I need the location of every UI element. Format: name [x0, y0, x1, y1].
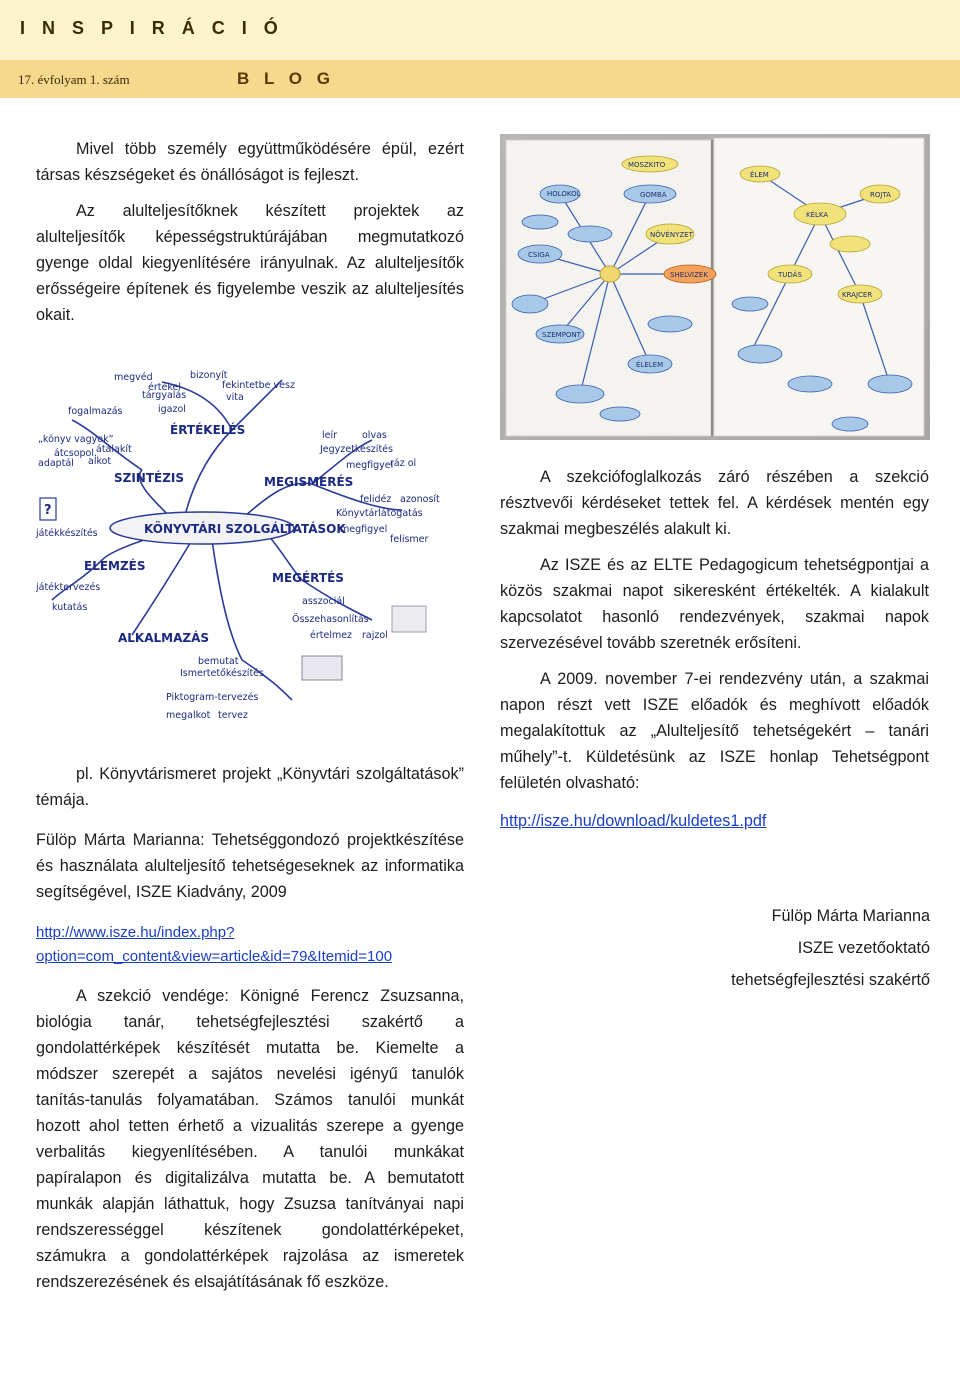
signature	[731, 900, 930, 996]
signature-role: ISZE vezetőoktató	[797, 939, 930, 957]
leaf: azonosít	[400, 494, 440, 505]
leaf: bizonyít	[190, 370, 228, 381]
leaf: bemutat	[198, 656, 239, 667]
leaf: átalakít	[96, 444, 132, 455]
leaf: átcsopol.	[54, 448, 98, 459]
leaf: tárgyalás	[142, 390, 187, 401]
issue-number: 17. évfolyam 1. szám	[18, 72, 130, 87]
leaf: tervez	[218, 710, 248, 721]
leaf: „könyv vagyok”	[38, 434, 114, 445]
svg-text:CSIGA: CSIGA	[528, 251, 550, 259]
paragraph: A szekciófoglalkozás záró részében a szekció résztvevői kérdéseket tettek fel. A kérdések mentén egy szakmai megbeszélés alakult ki.	[500, 468, 929, 538]
leaf: Összehasonlítás	[292, 614, 369, 625]
leaf: játékkészítés	[36, 528, 98, 539]
leaf: asszociál	[302, 596, 345, 607]
leaf: megvéd	[114, 372, 153, 383]
leaf: játéktervezés	[36, 582, 101, 593]
leaf: vita	[226, 392, 244, 403]
svg-text:KRAJCER: KRAJCER	[842, 291, 873, 299]
node-megismeres: MEGISMERÉS	[264, 475, 354, 489]
photo-center-node	[600, 266, 620, 282]
left-column-bottom	[36, 761, 464, 1295]
node-ertekeles: ÉRTÉKELÉS	[170, 423, 246, 437]
svg-text:ÉLEM: ÉLEM	[750, 171, 769, 179]
section-label: B L O G	[237, 69, 335, 88]
svg-text:TUDÁS: TUDÁS	[778, 271, 802, 279]
leaf: igazol	[158, 404, 186, 415]
svg-text:SZEMPONT: SZEMPONT	[542, 331, 581, 339]
center-label: KÖNYVTÁRI SZOLGÁLTATÁSOK	[144, 522, 346, 536]
pictogram-image	[302, 656, 342, 680]
notebook-photo	[500, 134, 930, 440]
paragraph: pl. Könyvtárismeret projekt „Könyvtári szolgáltatások” témája.	[36, 765, 464, 809]
leaf: felismer	[390, 534, 429, 545]
leaf: megfigyel	[340, 524, 388, 535]
leaf: megfigyel	[346, 460, 394, 471]
leaf: fogalmazás	[68, 406, 123, 417]
leaf: kutatás	[52, 602, 88, 613]
signature-name: Fülöp Márta Marianna	[771, 907, 930, 925]
leaf: leír	[322, 430, 338, 441]
node-alkalmazas: ALKALMAZÁS	[118, 631, 210, 645]
leaf: Jegyzetkészítés	[320, 444, 393, 455]
citation-link[interactable]: http://www.isze.hu/index.php?	[36, 924, 235, 941]
journal-title: I N S P I R Á C I Ó	[20, 18, 284, 38]
mission-link[interactable]: http://isze.hu/download/kuldetes1.pdf	[500, 812, 767, 830]
leaf: ráz ol	[390, 458, 417, 469]
question-mark-icon: ?	[44, 503, 52, 518]
paragraph: Mivel több személy együttműködésére épül, ezért társas készségeket és önállóságot is fejleszt.	[36, 140, 464, 184]
svg-text:SHELVIZEK: SHELVIZEK	[670, 271, 708, 279]
citation: Fülöp Márta Marianna: Tehetséggondozó projektkészítése és használata alulteljesítő tehetségeseknek az informatika segítségével, ISZE Kiadvány, 2009	[36, 831, 464, 901]
paragraph: Az alulteljesítőknek készített projektek az alulteljesítők képességstruktúrájában megmutatkozó gyenge oldal kiegyenlítésére irányulnak. Az alulteljesítők erősségeire építenek és figyelembe veszik az alulteljesítés okait.	[36, 202, 464, 324]
svg-text:HOLOKOL: HOLOKOL	[547, 190, 581, 198]
journal-header	[0, 0, 960, 60]
paragraph: A 2009. november 7-ei rendezvény után, a szakmai napon részt vett ISZE előadók és meghívott előadók megalakítottuk az „Alulteljesítő tehetségekért – tanári műhely”-t. Küldetésünk az ISZE honlap Tehetségpont felületén olvasható:	[500, 670, 929, 792]
leaf: Piktogram-tervezés	[166, 692, 259, 703]
node-megertes: MEGÉRTÉS	[272, 571, 344, 585]
leaf: olvas	[362, 430, 387, 441]
svg-text:KÉLKA: KÉLKA	[806, 211, 829, 219]
leaf: rajzol	[362, 630, 388, 641]
node-szintezis: SZINTÉZIS	[114, 471, 185, 485]
right-column	[500, 464, 929, 834]
svg-text:NÖVÉNYZET: NÖVÉNYZET	[650, 231, 693, 239]
leaf: értékel	[148, 382, 181, 393]
leaf: megalkot	[166, 710, 211, 721]
leaf: Ismertetőkészítés	[180, 668, 264, 679]
paragraph: Az ISZE és az ELTE Pedagogicum tehetségpontjai a közös szakmai napot sikeresként értékelték. A kialakult kapcsolatot hasonló rendezvények, szakmai napok szervezésével tovább szeretnék erősíteni.	[500, 556, 929, 652]
signature-title: tehetségfejlesztési szakértő	[731, 971, 930, 989]
mind-map-figure	[32, 360, 440, 730]
leaf: Könyvtárlátogatás	[336, 508, 423, 519]
document-image	[392, 606, 426, 632]
leaf: felidéz	[360, 494, 392, 505]
svg-text:ROJTA: ROJTA	[870, 191, 891, 199]
leaf: alkot	[88, 456, 112, 467]
svg-text:MOSZKITO: MOSZKITO	[628, 161, 666, 169]
left-column-top	[36, 136, 464, 328]
notebook-drawing	[500, 134, 930, 440]
issue-bar	[0, 60, 960, 98]
citation-link[interactable]: option=com_content&view=article&id=79&Itemid=100	[36, 948, 393, 965]
svg-text:GOMBA: GOMBA	[640, 191, 667, 199]
node-elemzes: ELEMZÉS	[84, 559, 146, 573]
leaf: értelmez	[310, 630, 353, 641]
leaf: fekintetbe vesz	[222, 380, 295, 391]
paragraph: A szekció vendége: Königné Ferencz Zsuzsanna, biológia tanár, tehetségfejlesztési szakértő a gondolattérképek készítését mutatta be. Kiemelte a módszer szerepét a sajátos nevelési igényű tanulók tanítás-tanulás folyamatában. Számos tanulói munkát hozott ahol tetten érhető a vizualitás szerepe a gyenge verbalitás kiegyenlítésében. A tanulói munkákat papíralapon és digitalizálva mutatta be. A bemutatott munkák alapján láthattuk, hogy Zsuzsa tanítványai napi rendszerességgel készítenek gondolattérképeket, számukra a gondolattérképek rajzolása az ismeretek rendszerezésének és elsajátításának fő eszköze.	[36, 987, 464, 1291]
svg-text:ÉLELEM: ÉLELEM	[636, 361, 664, 369]
leaf: adaptál	[38, 458, 74, 469]
